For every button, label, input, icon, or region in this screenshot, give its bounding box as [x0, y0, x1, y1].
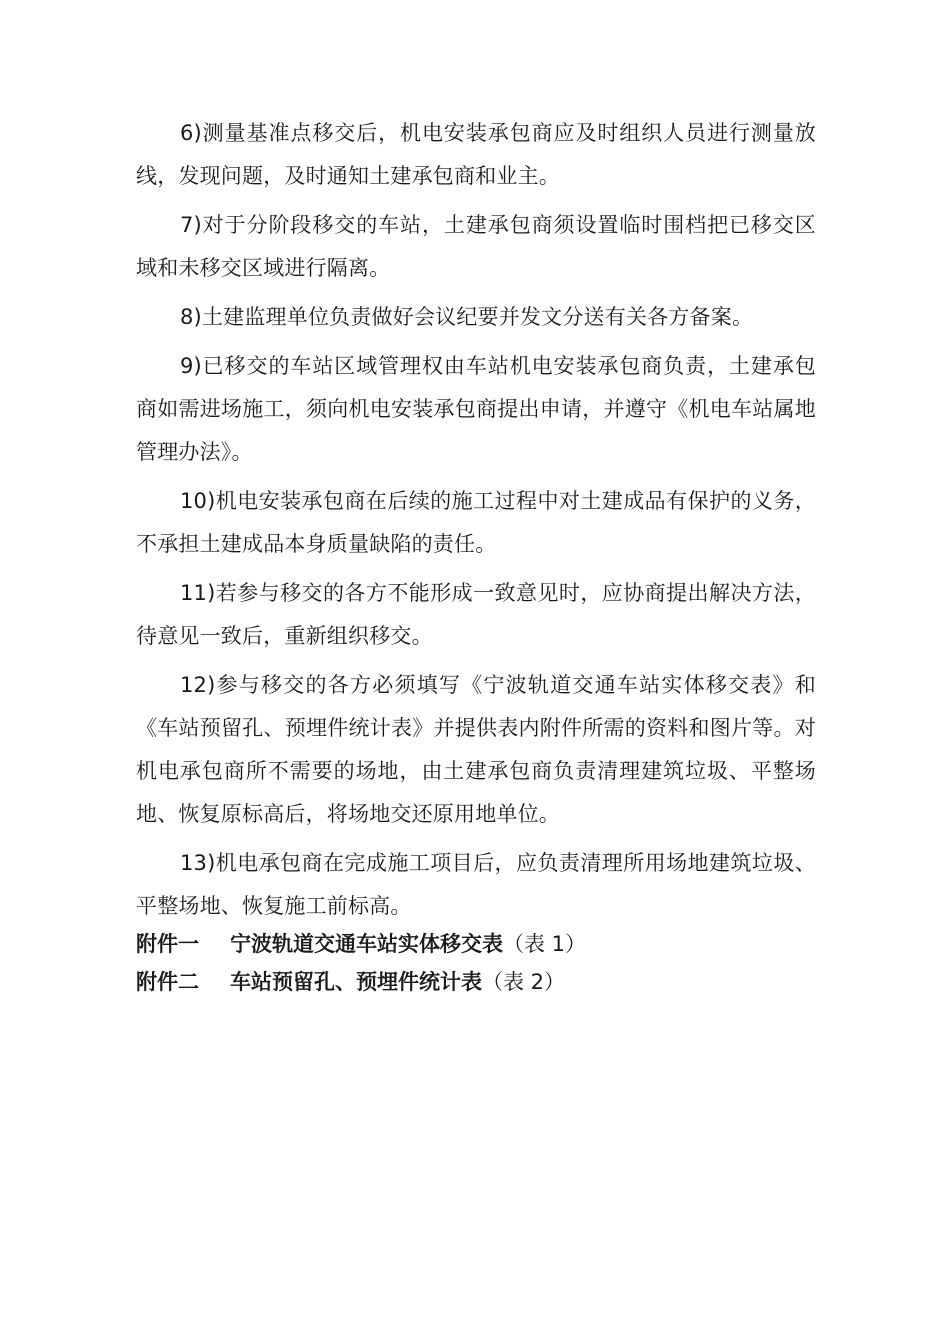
attachment-title: 车站预留孔、预埋件统计表 — [230, 970, 482, 994]
paragraph-item-13: 13)机电承包商在完成施工项目后，应负责清理所用场地建筑垃圾、平整场地、恢复施工前标高。 — [136, 851, 816, 918]
attachment-item-2 — [136, 963, 836, 1001]
paragraph-item-9: 9)已移交的车站区域管理权由车站机电安装承包商负责，土建承包商如需进场施工，须向机电安装承包商提出申请，并遵守《机电车站属地管理办法》。 — [136, 354, 816, 464]
attachment-title: 宁波轨道交通车站实体移交表 — [230, 932, 503, 956]
body-text — [136, 112, 816, 934]
paragraph-item-8: 8)土建监理单位负责做好会议纪要并发文分送有关各方备案。 — [180, 305, 754, 329]
attachment-table-ref: （表 1） — [503, 932, 587, 956]
attachment-table-ref: （表 2） — [482, 970, 566, 994]
paragraph-item-7: 7)对于分阶段移交的车站，土建承包商须设置临时围档把已移交区域和未移交区域进行隔离。 — [136, 213, 816, 280]
attachment-list — [136, 925, 836, 1001]
attachment-label: 附件一 — [136, 932, 199, 956]
attachment-item-1 — [136, 925, 836, 963]
paragraph-item-11: 11)若参与移交的各方不能形成一致意见时，应协商提出解决方法，待意见一致后，重新组织移交。 — [136, 581, 816, 648]
attachment-label: 附件二 — [136, 970, 199, 994]
paragraph-item-10: 10)机电安装承包商在后续的施工过程中对土建成品有保护的义务，不承担土建成品本身质量缺陷的责任。 — [136, 489, 816, 556]
paragraph-item-6: 6)测量基准点移交后，机电安装承包商应及时组织人员进行测量放线，发现问题，及时通知土建承包商和业主。 — [136, 121, 816, 188]
paragraph-item-12: 12)参与移交的各方必须填写《宁波轨道交通车站实体移交表》和《车站预留孔、预埋件统计表》并提供表内附件所需的资料和图片等。对机电承包商所不需要的场地，由土建承包商负责清理建筑垃圾、平整场地、恢复原标高后，将场地交还原用地单位。 — [136, 673, 816, 826]
